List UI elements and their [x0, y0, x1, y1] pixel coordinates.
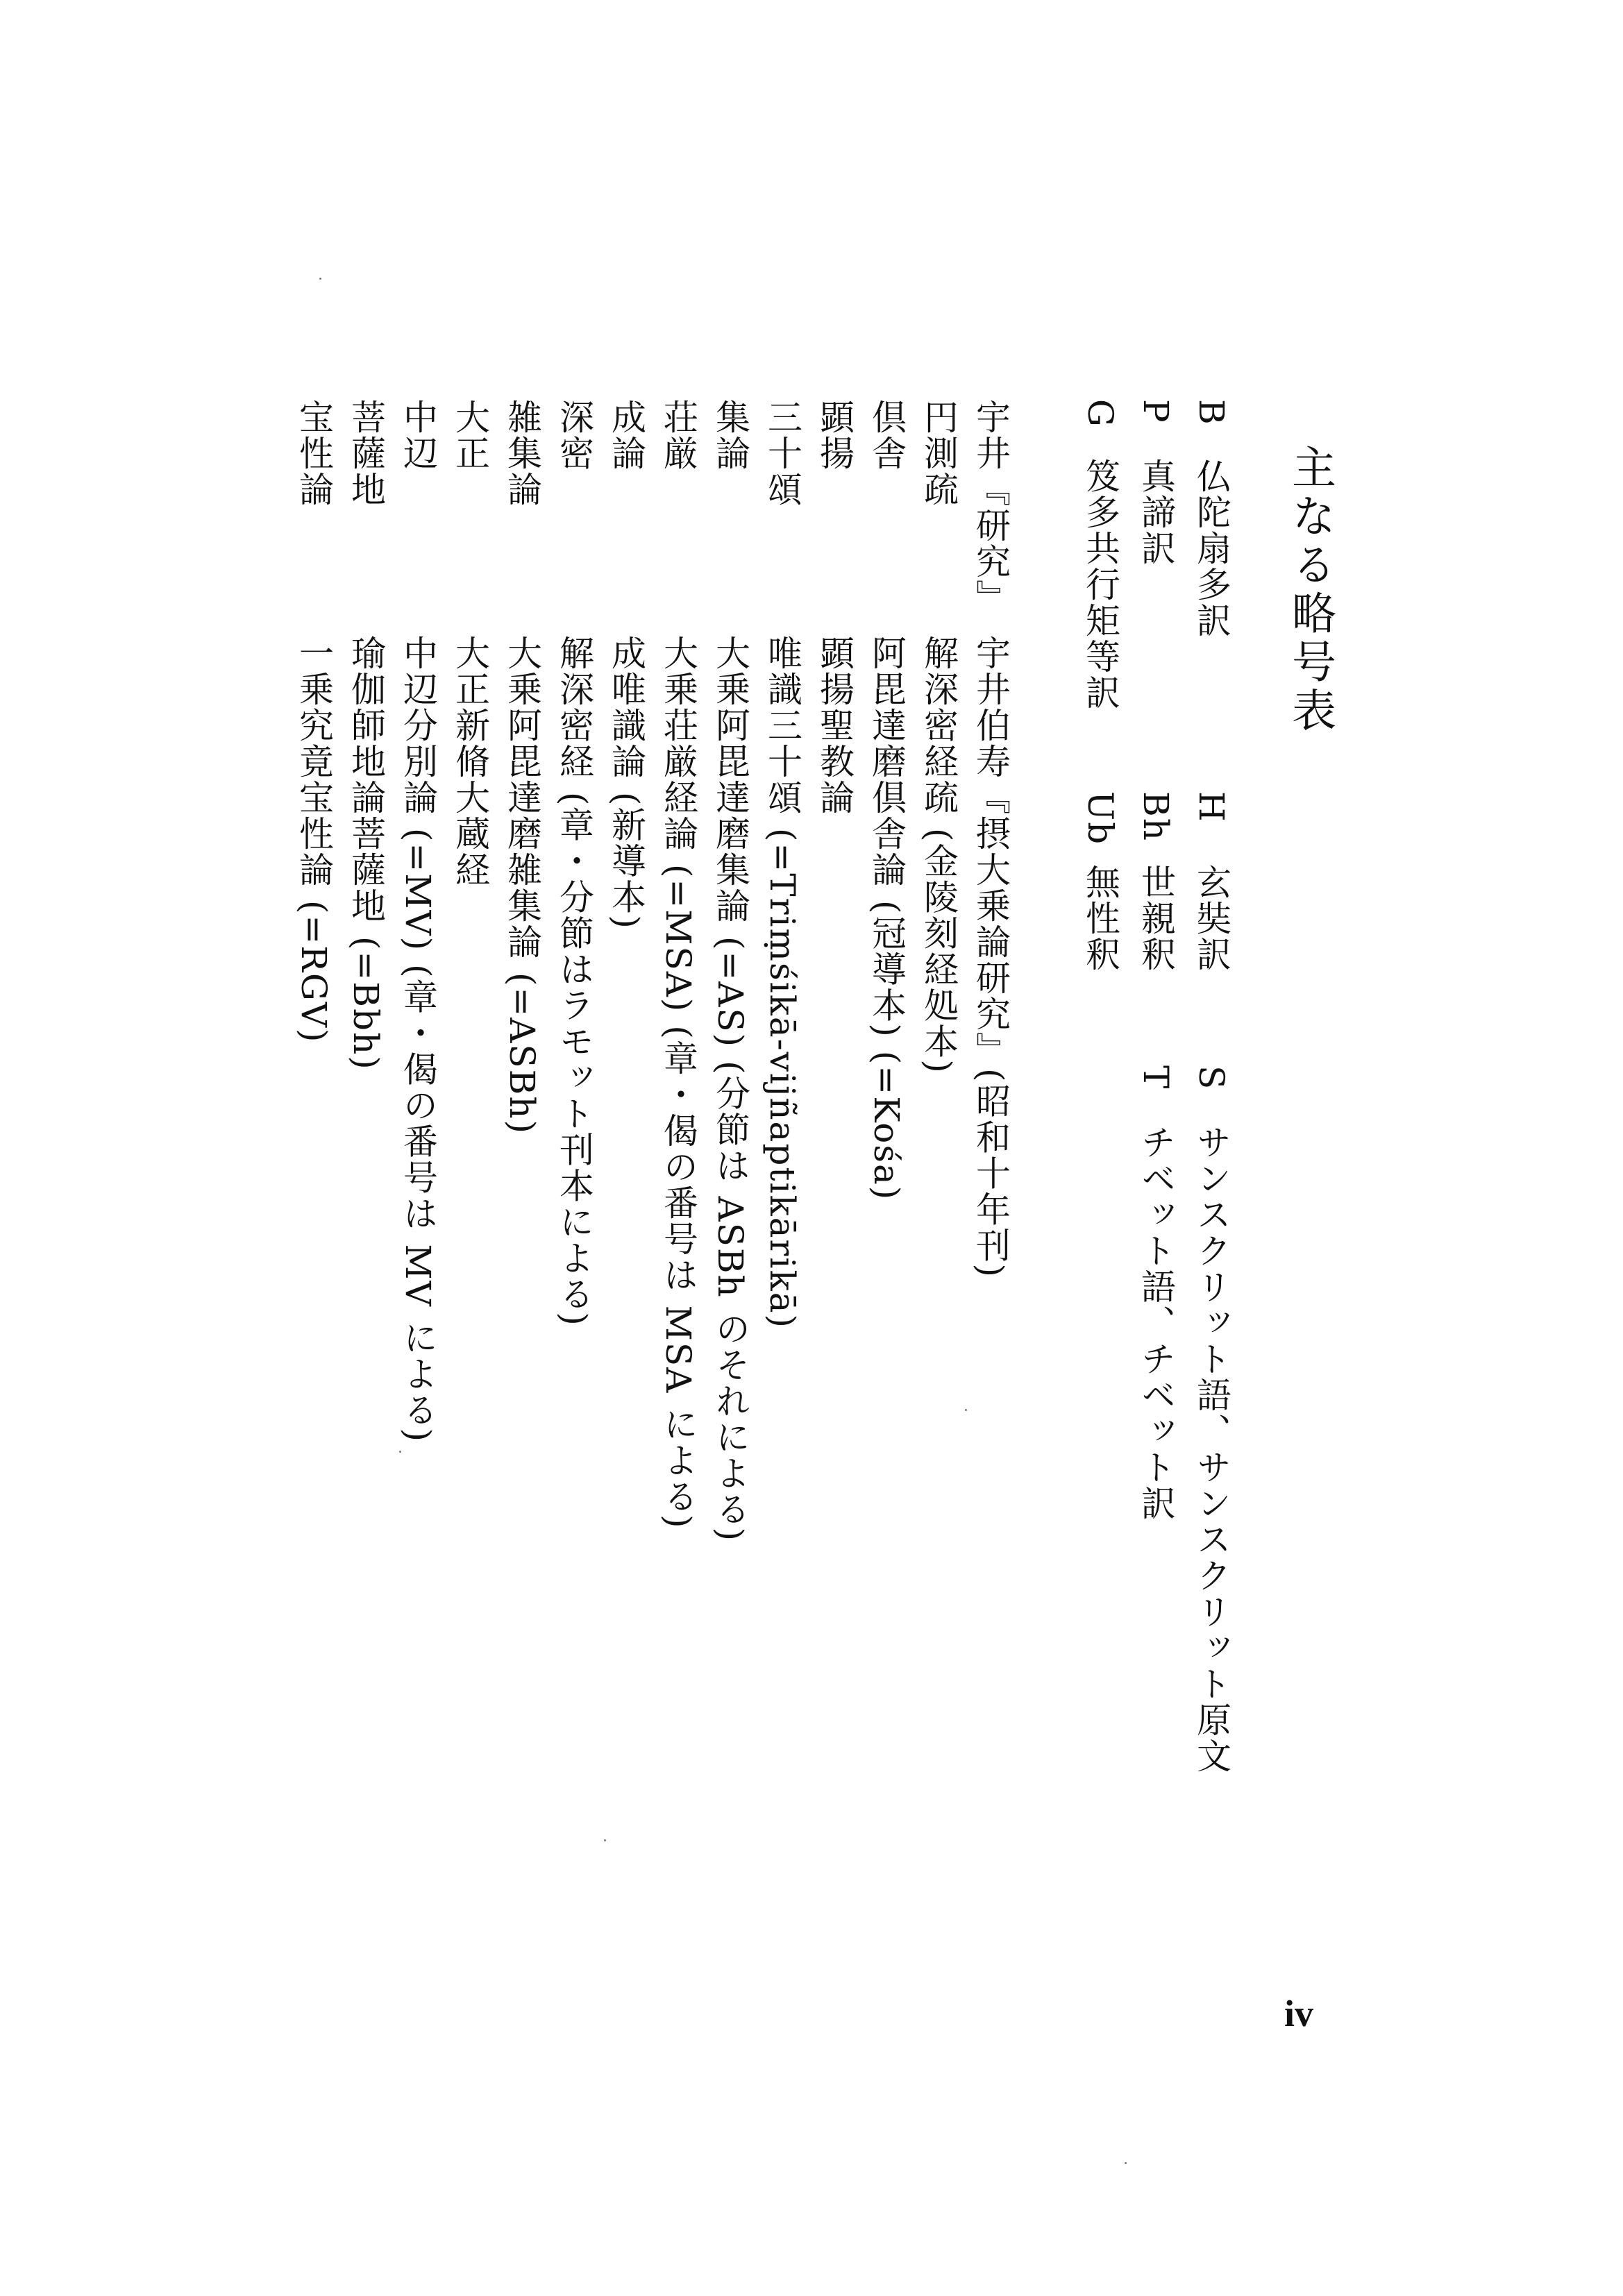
work-abbr-zoshuron: 雑集論	[502, 399, 542, 507]
work-label-kenyo: 顕揚聖教論	[814, 635, 855, 816]
abbr-T: T	[1136, 1065, 1176, 1090]
work-abbr-sanjuju: 三十頌	[762, 399, 802, 507]
abbr-S: S	[1191, 1065, 1231, 1091]
work-label-shogon: 大乗荘厳経論 (=MSA) (章・偈の番号は MSA による)	[658, 635, 698, 1530]
work-abbr-ensokusho: 円測疏	[918, 399, 959, 507]
work-abbr-shogon: 荘厳	[658, 399, 698, 471]
scan-speck	[965, 1409, 967, 1411]
work-abbr-juron: 集論	[710, 399, 750, 471]
scan-speck	[604, 1839, 606, 1841]
scan-speck	[1125, 2162, 1127, 2164]
abbr-Ub: Ub	[1080, 791, 1120, 846]
work-label-hoshoron: 一乗究竟宝性論 (=RGV)	[294, 635, 334, 1044]
work-abbr-kenyo: 顕揚	[814, 399, 855, 471]
label-G: 笈多共行矩等訳	[1080, 458, 1120, 711]
scan-speck	[319, 278, 321, 280]
abbr-Bh: Bh	[1136, 791, 1176, 842]
work-label-juron: 大乗阿毘達磨集論 (=AS) (分節は ASBh のそれによる)	[710, 635, 750, 1543]
label-B: 仏陀扇多訳	[1191, 458, 1231, 639]
work-abbr-ui-kenkyu: 宇井『研究』	[970, 399, 1011, 616]
work-abbr-taisho: 大正	[450, 399, 490, 471]
work-label-jinmitsu: 解深密経 (章・分節はラモット刊本による)	[554, 635, 594, 1327]
label-Ub: 無性釈	[1080, 864, 1120, 972]
work-abbr-hoshoron: 宝性論	[294, 399, 334, 507]
scan-speck	[399, 1451, 401, 1453]
abbr-G: G	[1080, 399, 1120, 428]
label-T: チベット語、チベット訳	[1136, 1124, 1176, 1521]
label-S: サンスクリット語、サンスクリット原文	[1191, 1124, 1231, 1774]
work-label-kusha: 阿毘達磨倶舎論 (冠導本) (=Kośa)	[866, 635, 907, 1201]
work-abbr-jinmitsu: 深密	[554, 399, 594, 471]
work-abbr-kusha: 倶舎	[866, 399, 907, 471]
label-P: 真諦訳	[1136, 458, 1176, 566]
page-title: 主なる略号表	[1284, 444, 1336, 736]
work-label-zoshuron: 大乗阿毘達磨雑集論 (=ASBh)	[502, 635, 542, 1136]
label-Bh: 世親釈	[1136, 864, 1176, 972]
work-label-taisho: 大正新脩大蔵経	[450, 635, 490, 888]
work-abbr-bosatsuji: 菩薩地	[346, 399, 386, 507]
work-label-chuhen: 中辺分別論 (=MV) (章・偈の番号は MV による)	[398, 635, 438, 1444]
work-label-ui-kenkyu: 宇井伯寿『摂大乗論研究』(昭和十年刊)	[970, 635, 1011, 1279]
work-label-ensokusho: 解深密経疏 (金陵刻経処本)	[918, 635, 959, 1074]
abbr-H: H	[1191, 791, 1231, 823]
page-number: iv	[1284, 1993, 1314, 2034]
label-H: 玄奘訳	[1191, 864, 1231, 972]
work-abbr-chuhen: 中辺	[398, 399, 438, 471]
work-abbr-joron: 成論	[606, 399, 646, 471]
work-label-sanjuju: 唯識三十頌 (=Triṃśikā-vijñaptikārikā)	[762, 635, 802, 1330]
abbr-B: B	[1191, 399, 1231, 426]
abbr-P: P	[1136, 399, 1176, 424]
work-label-joron: 成唯識論 (新導本)	[606, 635, 646, 930]
work-label-bosatsuji: 瑜伽師地論菩薩地 (=Bbh)	[346, 635, 386, 1071]
